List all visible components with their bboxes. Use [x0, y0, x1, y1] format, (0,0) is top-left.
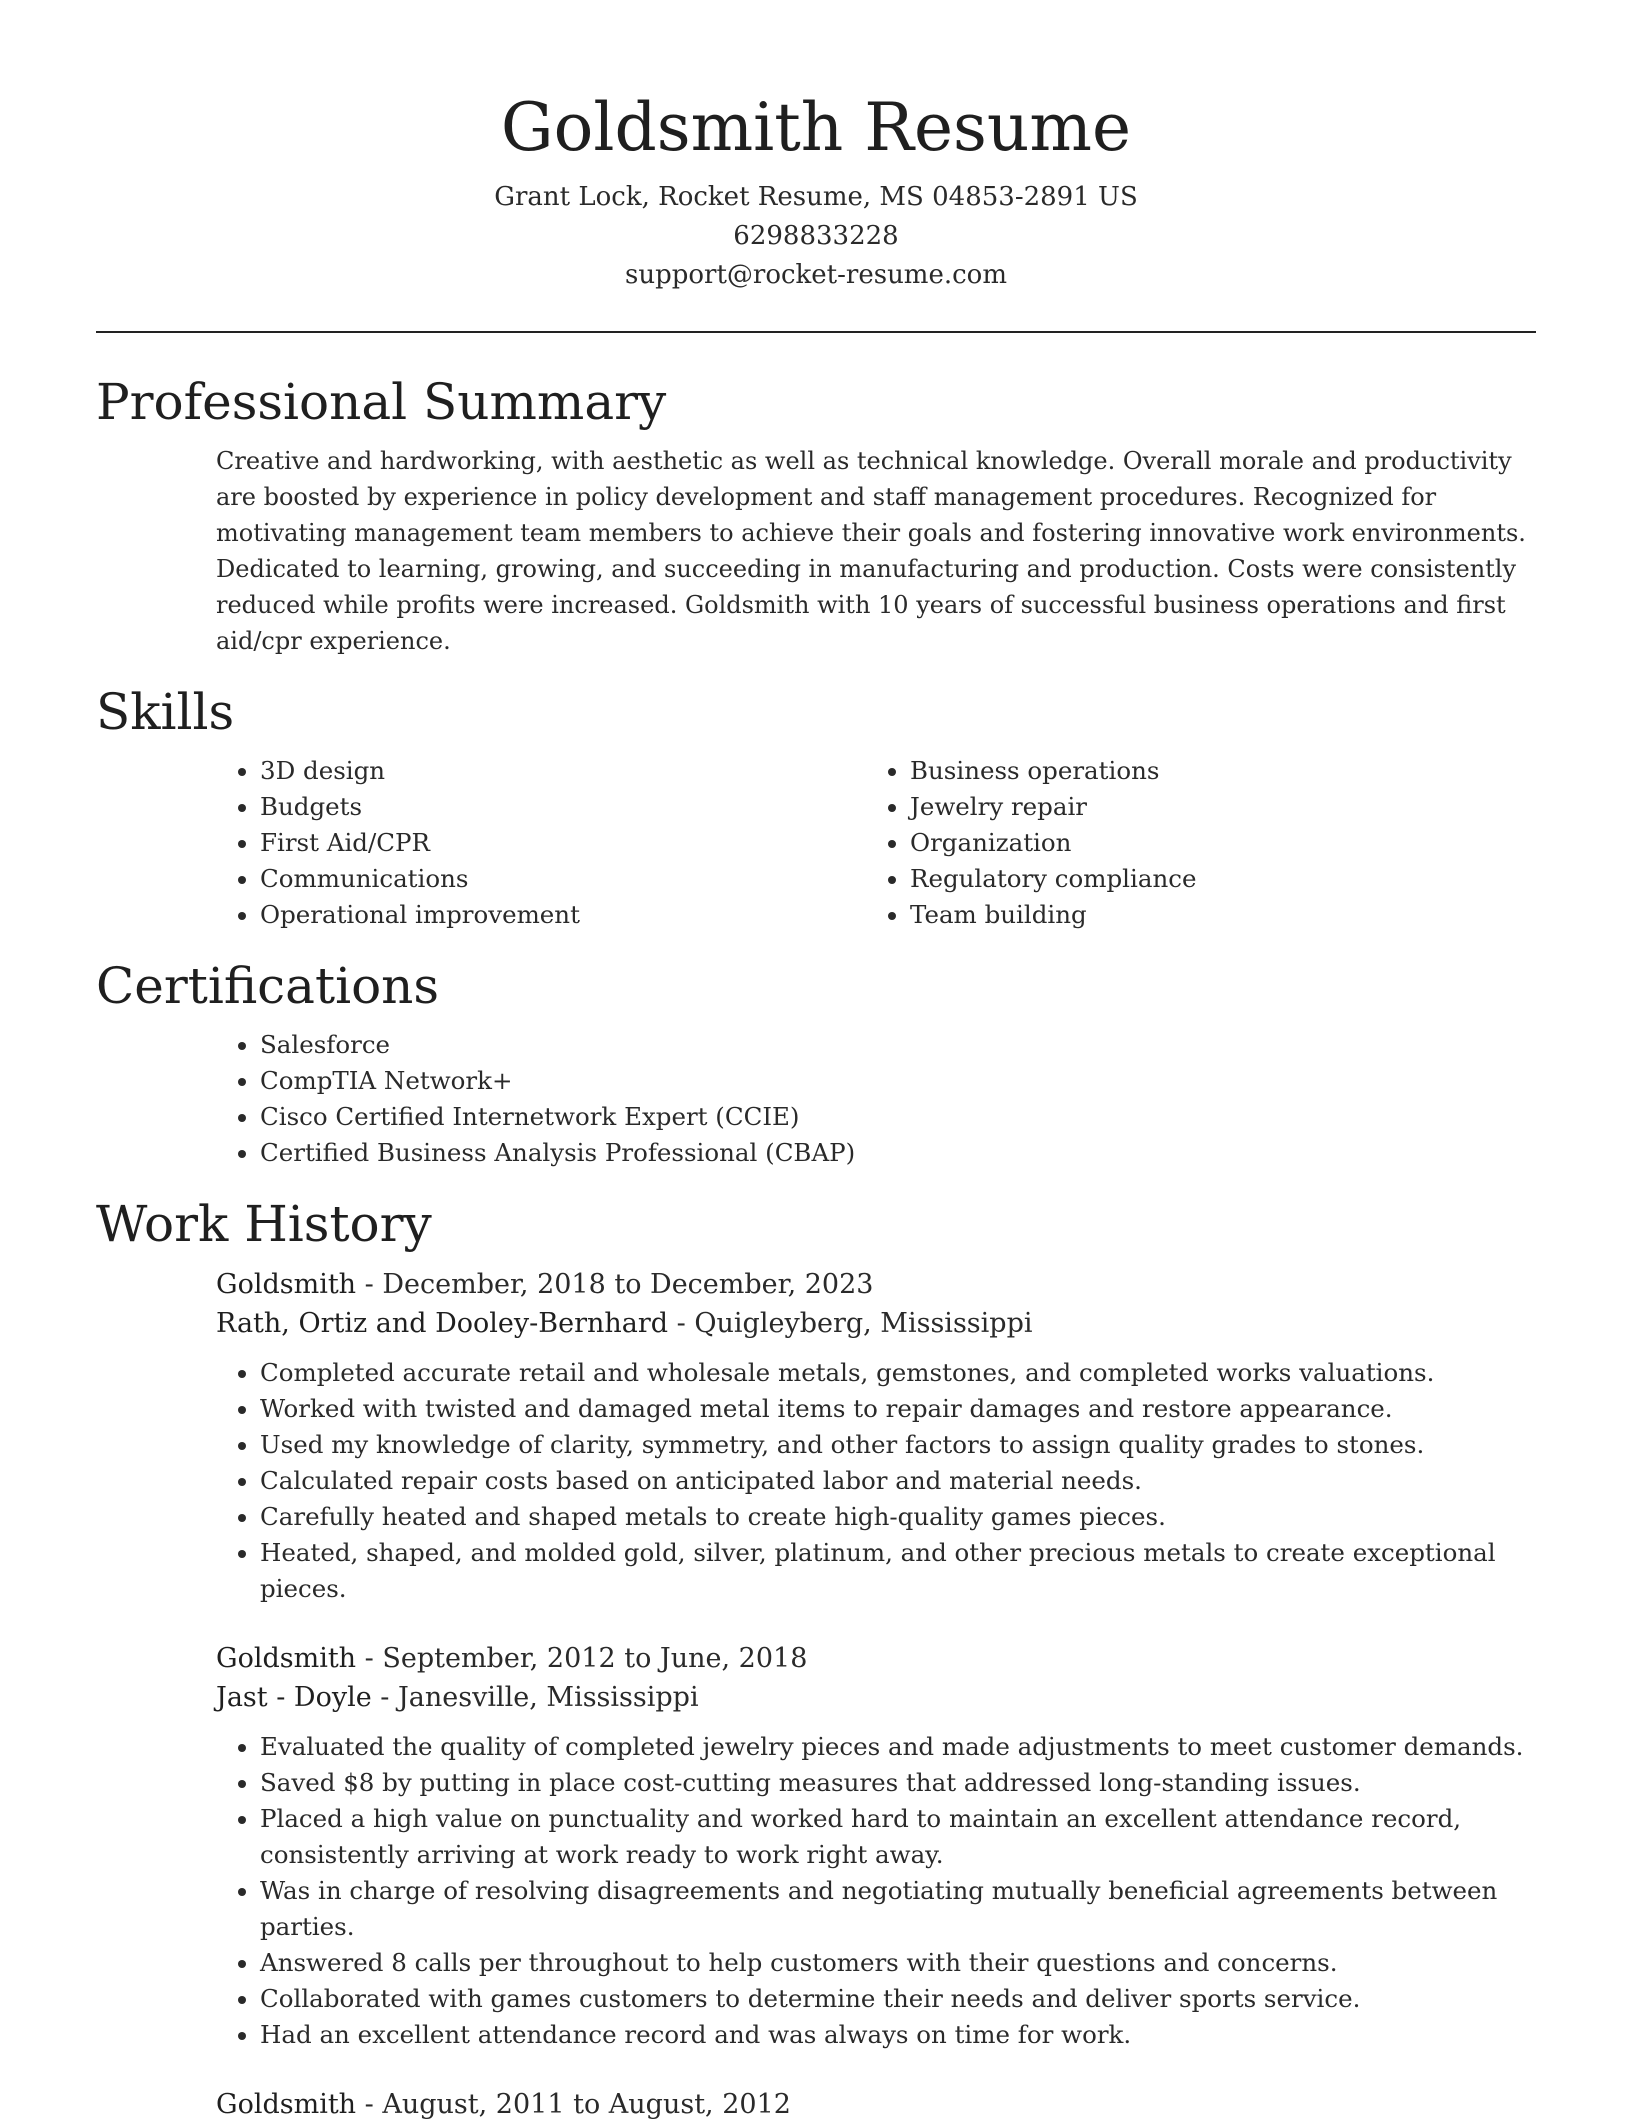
summary-heading: Professional Summary — [96, 373, 667, 431]
summary-text: Creative and hardworking, with aesthetic as well as technical knowledge. Overall morale and productivity are boosted by experience in policy development and staff management procedures. Recognized for motivating management team members to achieve their goals and fostering innovative work environments. Dedicated to learning, growing, and succeeding in manufacturing and production. Costs were consistently reduced while profits were increased. Goldsmith with 10 years of successful business operations and first aid/cpr experience. — [216, 447, 1526, 655]
job-company-line — [216, 1678, 1536, 1717]
certification-item: • Salesforce — [260, 1027, 1536, 1063]
job-company-line — [216, 1304, 1536, 1343]
skill-item: • Team building — [910, 897, 1516, 933]
job-title-line — [216, 1639, 1536, 1678]
contact-email: support@rocket-resume.com — [624, 260, 1007, 290]
job-bullet: • Completed accurate retail and wholesale metals, gemstones, and completed works valuations. — [260, 1355, 1536, 1391]
skills-list — [216, 753, 1536, 933]
job-dates: - September, 2012 to June, 2018 — [356, 1643, 808, 1674]
job-bullet: • Answered 8 calls per throughout to help customers with their questions and concerns. — [260, 1945, 1536, 1981]
skill-item: • Regulatory compliance — [910, 861, 1516, 897]
job-title-line — [216, 2085, 1536, 2124]
job-bullet: • Had an excellent attendance record and was always on time for work. — [260, 2017, 1536, 2053]
job-entry — [216, 1265, 1536, 1607]
skill-item: • Communications — [260, 861, 866, 897]
skill-item: • 3D design — [260, 753, 866, 789]
job-bullet: • Collaborated with games customers to determine their needs and deliver sports service. — [260, 1981, 1536, 2017]
job-bullets — [216, 1729, 1536, 2053]
certification-item: • Cisco Certified Internetwork Expert (CCIE) — [260, 1099, 1536, 1135]
job-bullet: • Calculated repair costs based on anticipated labor and material needs. — [260, 1463, 1536, 1499]
skill-item: • Business operations — [910, 753, 1516, 789]
certifications-list — [216, 1027, 1536, 1171]
job-bullet: • Used my knowledge of clarity, symmetry, and other factors to assign quality grades to stones. — [260, 1427, 1536, 1463]
job-bullet: • Evaluated the quality of completed jewelry pieces and made adjustments to meet customer demands. — [260, 1729, 1536, 1765]
job-bullet: • Was in charge of resolving disagreements and negotiating mutually beneficial agreements between parties. — [260, 1873, 1536, 1945]
certification-item: • Certified Business Analysis Professional (CBAP) — [260, 1135, 1536, 1171]
certification-item: • CompTIA Network+ — [260, 1063, 1536, 1099]
contact-block — [96, 178, 1536, 295]
job-dates: - August, 2011 to August, 2012 — [356, 2089, 791, 2120]
job-title: Goldsmith — [216, 1269, 357, 1300]
job-title-line — [216, 1265, 1536, 1304]
job-bullet: • Heated, shaped, and molded gold, silver, platinum, and other precious metals to create exceptional pieces. — [260, 1535, 1536, 1607]
resume-title: Goldsmith Resume — [500, 89, 1132, 166]
job-bullet: • Placed a high value on punctuality and worked hard to maintain an excellent attendance record, consistently arriving at work ready to work right away. — [260, 1801, 1536, 1873]
skill-item: • Operational improvement — [260, 897, 866, 933]
contact-phone: 6298833228 — [733, 221, 899, 251]
job-bullet: • Worked with twisted and damaged metal items to repair damages and restore appearance. — [260, 1391, 1536, 1427]
skills-heading: Skills — [96, 683, 235, 741]
skill-item: • Organization — [910, 825, 1516, 861]
job-title: Goldsmith — [216, 1643, 357, 1674]
job-title: Goldsmith — [216, 2089, 357, 2120]
job-bullets — [216, 1355, 1536, 1607]
job-company: Rath, Ortiz and Dooley-Bernhard — [216, 1308, 669, 1339]
job-bullet: • Carefully heated and shaped metals to create high-quality games pieces. — [260, 1499, 1536, 1535]
work-history-heading: Work History — [96, 1195, 432, 1253]
certifications-heading: Certifications — [96, 957, 440, 1015]
skill-item: • Jewelry repair — [910, 789, 1516, 825]
skill-item: • First Aid/CPR — [260, 825, 866, 861]
job-entry — [216, 2085, 1536, 2124]
skills-column-right — [866, 753, 1516, 933]
job-location: - Quigleyberg, Mississippi — [668, 1308, 1033, 1339]
resume-page — [96, 0, 1536, 2124]
job-dates: - December, 2018 to December, 2023 — [356, 1269, 874, 1300]
header-divider — [96, 331, 1536, 333]
job-company: Jast - Doyle — [216, 1682, 372, 1713]
job-bullet: • Saved $8 by putting in place cost-cutting measures that addressed long-standing issues. — [260, 1765, 1536, 1801]
skills-column-left — [216, 753, 866, 933]
skill-item: • Budgets — [260, 789, 866, 825]
job-location: - Janesville, Mississippi — [371, 1682, 699, 1713]
contact-address: Grant Lock, Rocket Resume, MS 04853-2891 US — [494, 182, 1138, 212]
job-entry — [216, 1639, 1536, 2053]
